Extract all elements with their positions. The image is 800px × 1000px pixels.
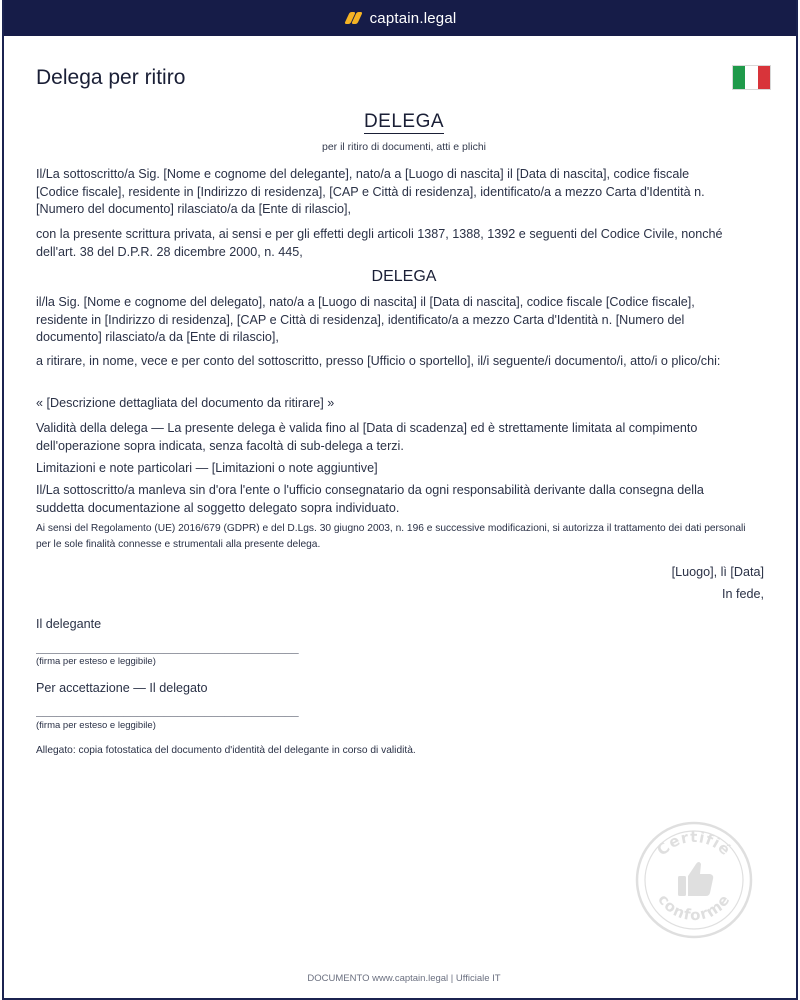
delegato-label: Per accettazione — Il delegato bbox=[36, 681, 208, 695]
stamp-text-top: Certifié bbox=[653, 827, 735, 860]
delega-subheading: per il ritiro di documenti, atti e plichi bbox=[322, 141, 486, 153]
limitations-paragraph: Limitazioni e note particolari — [Limitazioni o note aggiuntive] bbox=[36, 461, 378, 475]
delegante-paragraph: Il/La sottoscritto/a Sig. [Nome e cognome del delegante], nato/a a [Luogo di nascita] il [Data di nascita], codice fiscale [Codice fiscale], residente in [Indirizzo di residenza], [CAP e Città di residenza], identificato/a a mezzo Carta d'Identità n. [Numero del documento] rilasciato/a da [Ente di rilascio], bbox=[36, 167, 705, 216]
page-frame bbox=[2, 0, 798, 1000]
italy-flag-icon bbox=[732, 65, 771, 90]
place-date: [Luogo], lì [Data] bbox=[671, 565, 764, 579]
delegante-label: Il delegante bbox=[36, 617, 102, 631]
stamp-text-bottom: conforme bbox=[654, 890, 734, 925]
in-fede: In fede, bbox=[721, 587, 764, 601]
delegante-signature-note: (firma per esteso e leggibile) bbox=[36, 656, 156, 667]
brand-logo-icon bbox=[344, 11, 362, 25]
attachment-note: Allegato: copia fotostatica del documento d'identità del delegante in corso di validità. bbox=[36, 745, 416, 756]
top-bar bbox=[4, 0, 796, 36]
legal-basis-paragraph: con la presente scrittura privata, ai sensi e per gli effetti degli articoli 1387, 1388, 1392 e seguenti del Codice Civile, nonché dell'art. 38 del D.P.R. 28 dicembre 2000, n. 445, bbox=[36, 227, 723, 259]
delegato-signature-line: _______________________________________ bbox=[36, 703, 299, 717]
delegante-signature-line: _______________________________________ bbox=[36, 640, 299, 654]
document-title: Delega per ritiro bbox=[36, 66, 186, 89]
certified-stamp bbox=[634, 820, 754, 940]
delega-heading-secondary: DELEGA bbox=[371, 268, 437, 285]
ritiro-paragraph: a ritirare, in nome, vece e per conto del sottoscritto, presso [Ufficio o sportello], il/i seguente/i documento/i, atto/i o plico/chi: bbox=[36, 354, 721, 368]
delega-heading: DELEGA bbox=[363, 111, 445, 132]
indemnity-paragraph: Il/La sottoscritto/a manleva sin d'ora l'ente o l'ufficio consegnatario da ogni responsabilità derivante dalla consegna della suddetta documentazione al soggetto delegato sopra individuato. bbox=[36, 483, 704, 515]
delegato-paragraph: il/la Sig. [Nome e cognome del delegato], nato/a a [Luogo di nascita] il [Data di nascita], codice fiscale [Codice fiscale], residente in [Indirizzo di residenza], [CAP e Città di residenza], identificato/a a mezzo Carta d'Identità n. [Numero del documento] rilasciato/a da [Ente di rilascio], bbox=[36, 295, 695, 344]
validity-paragraph: Validità della delega — La presente delega è valida fino al [Data di scadenza] ed è strettamente limitata al compimento dell'operazione sopra indicata, senza facoltà di sub-delega a terzi. bbox=[36, 421, 698, 453]
brand-name[interactable]: captain.legal bbox=[369, 9, 457, 27]
document-description: « [Descrizione dettagliata del documento da ritirare] » bbox=[36, 396, 335, 410]
delegato-signature-note: (firma per esteso e leggibile) bbox=[36, 720, 156, 731]
privacy-notice: Ai sensi del Regolamento (UE) 2016/679 (GDPR) e del D.Lgs. 30 giugno 2003, n. 196 e successive modificazioni, si autorizza il trattamento dei dati personali per le sole finalità connesse e strumentali alla presente delega. bbox=[36, 523, 746, 550]
svg-text:Certifié bbox=[653, 828, 734, 859]
footer: DOCUMENTO www.captain.legal | Ufficiale IT bbox=[307, 973, 501, 984]
thumbs-up-icon bbox=[678, 862, 713, 896]
